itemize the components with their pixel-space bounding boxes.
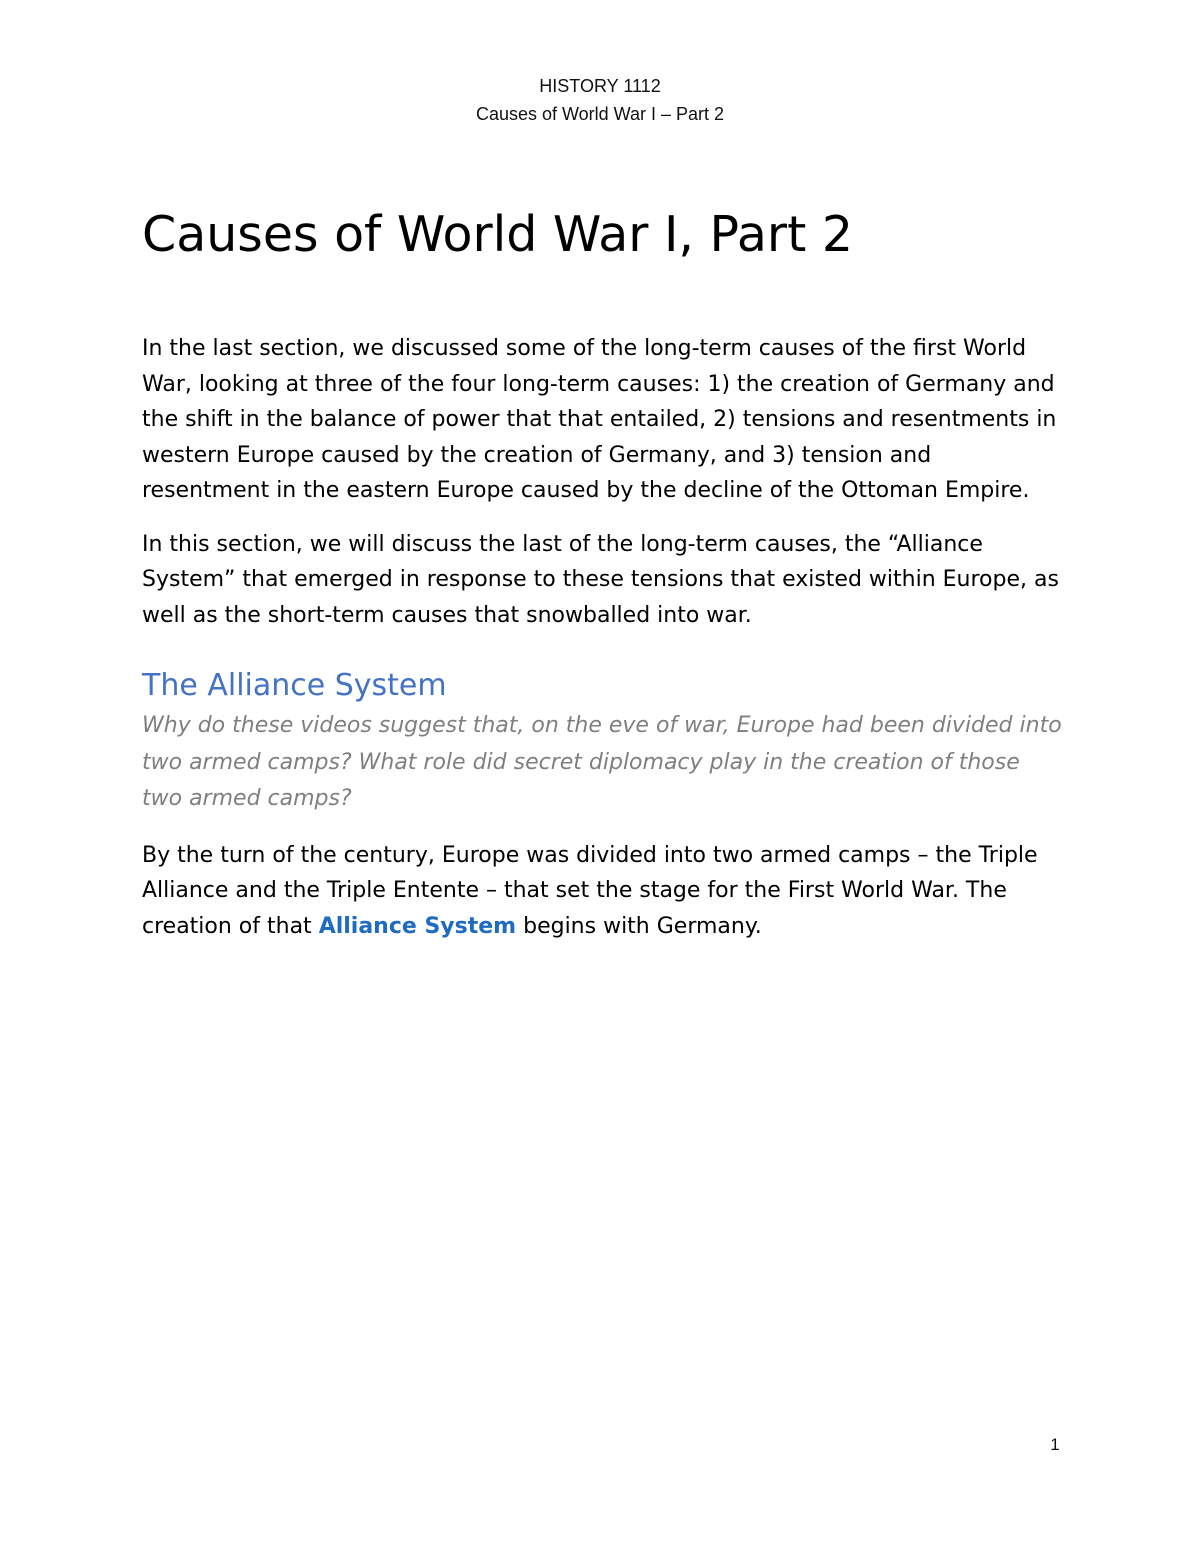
body-text-before: By the turn of the century, Europe was divided into two armed camps – the Triple Alliance and the Triple Entente – that set the stage for the First World War. The creation of that: [142, 842, 1038, 939]
document-title: Causes of World War I, Part 2: [142, 206, 854, 263]
section-heading-alliance-system: The Alliance System: [142, 668, 447, 703]
section-body-paragraph: [142, 838, 1062, 945]
document-body: [142, 200, 1062, 944]
guiding-question: Why do these videos suggest that, on the eve of war, Europe had been divided into two armed camps? What role did secret diplomacy play in the creation of those two armed camps?: [142, 713, 1062, 811]
page-number: 1: [1050, 1435, 1060, 1454]
alliance-system-emphasis: Alliance System: [318, 913, 517, 939]
intro-paragraph-1: In the last section, we discussed some of the long-term causes of the first World War, looking at three of the four long-term causes: 1) the creation of Germany and the shift in the balance of power that that entailed, 2) tensions and resentments in western Europe caused by the creation of Germany, and 3) tension and resentment in the eastern Europe caused by the decline of the Ottoman Empire.: [142, 336, 1057, 503]
header-subtitle: Causes of World War I – Part 2: [475, 104, 725, 124]
page-header: [0, 72, 1200, 128]
header-course: HISTORY 1112: [539, 76, 661, 96]
body-text-after: begins with Germany.: [516, 913, 762, 939]
intro-paragraph-2: In this section, we will discuss the last of the long-term causes, the “Alliance System” that emerged in response to these tensions that existed within Europe, as well as the short-term causes that snowballed into war.: [142, 531, 1059, 628]
